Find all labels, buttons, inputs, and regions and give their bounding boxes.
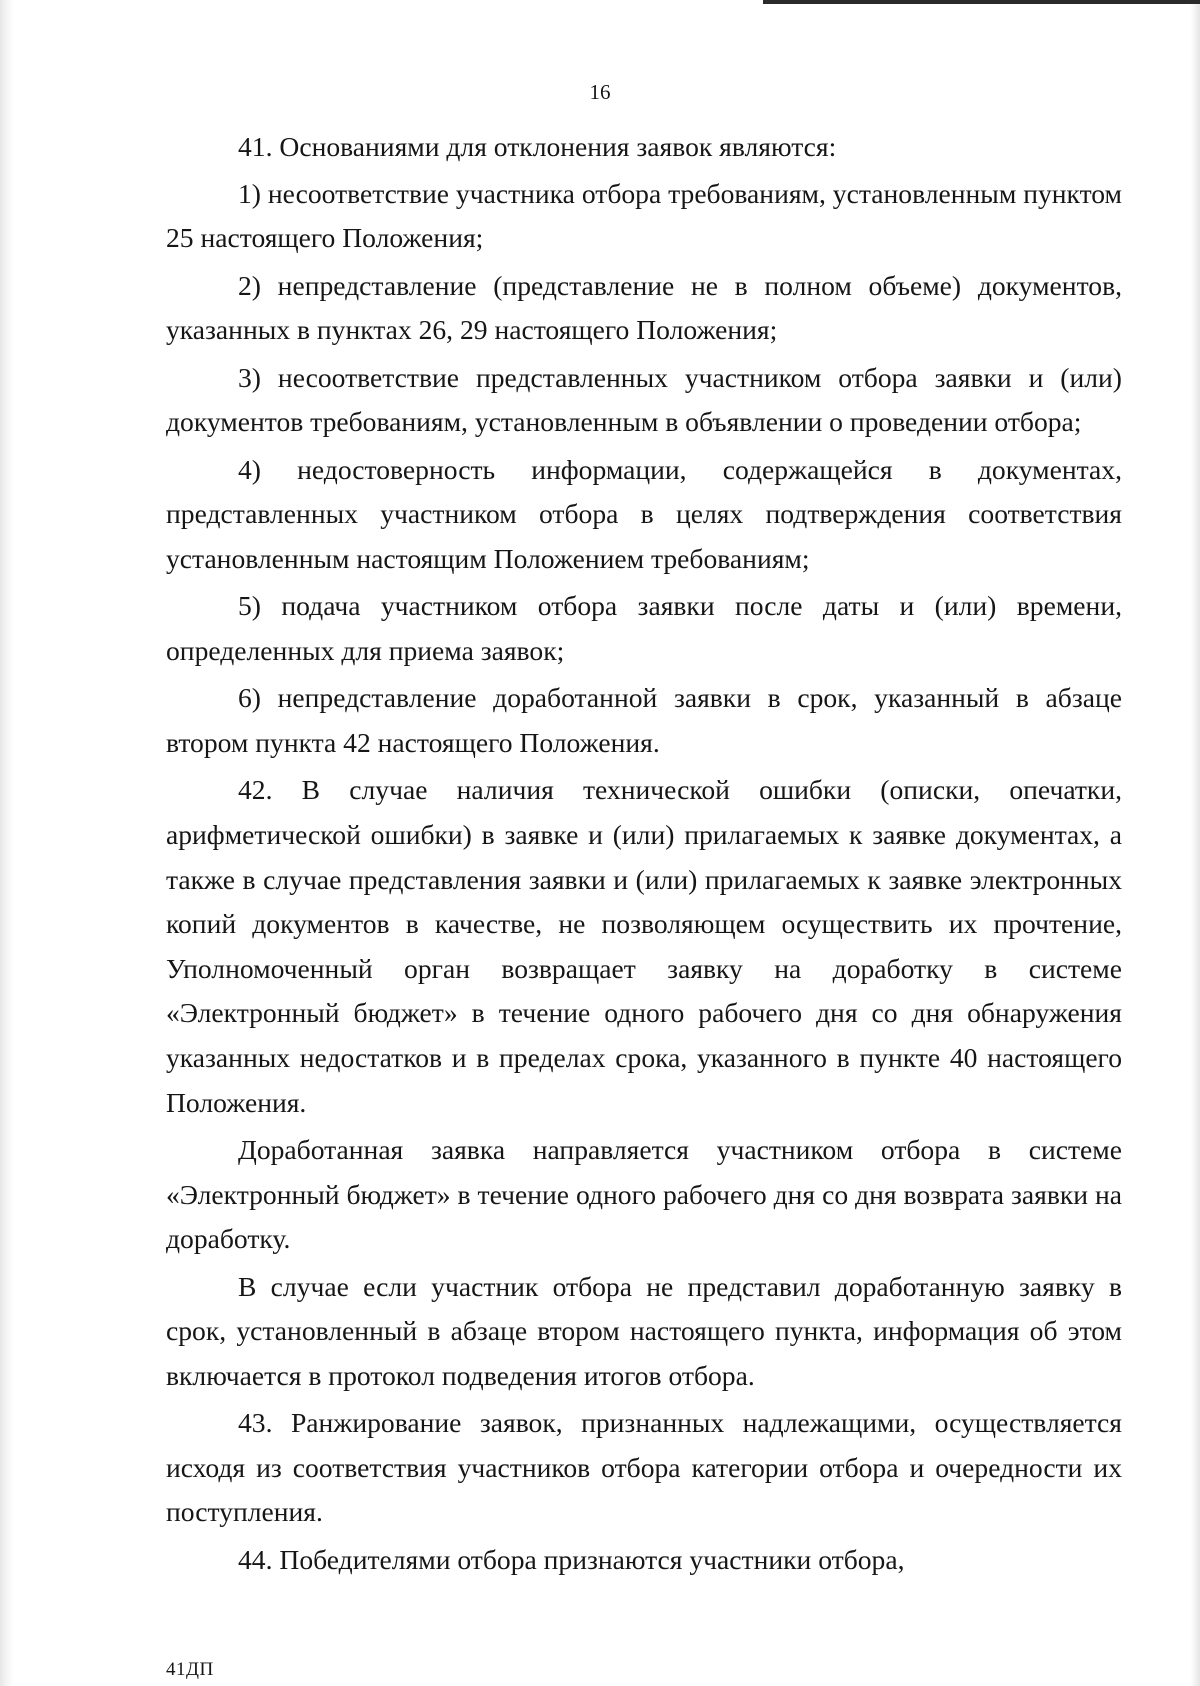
document-body: [166, 125, 1122, 1583]
scan-edge-right: [1190, 0, 1200, 1686]
paragraph-41-item-6: 6) непредставление доработанной заявки в срок, указанный в абзаце втором пункта 42 настоящего Положения.: [166, 682, 1122, 758]
scan-edge-left: [0, 0, 14, 1686]
top-edge-line: [763, 0, 1200, 4]
paragraph-42: 42. В случае наличия технической ошибки (описки, опечатки, арифметической ошибки) в заявке и (или) прилагаемых к заявке документах, а также в случае представления заявки и (или) прилагаемых к заявке электронных копий документов в качестве, не позволяющем осуществить их прочтение, Уполномоченный орган возвращает заявку на доработку в системе «Электронный бюджет» в течение одного рабочего дня со дня обнаружения указанных недостатков и в пределах срока, указанного в пункте 40 настоящего Положения.: [166, 774, 1122, 1118]
paragraph-42-abzac-2: Доработанная заявка направляется участником отбора в системе «Электронный бюджет» в течение одного рабочего дня со дня возврата заявки на доработку.: [166, 1133, 1122, 1255]
paragraph-41-item-4: 4) недостоверность информации, содержащейся в документах, представленных участником отбора в целях подтверждения соответствия установленным настоящим Положением требованиям;: [166, 453, 1122, 575]
paragraph-43: 43. Ранжирование заявок, признанных надлежащими, осуществляется исходя из соответствия участников отбора категории отбора и очередности их поступления.: [166, 1407, 1122, 1528]
paragraph-41-heading: 41. Основаниями для отклонения заявок являются:: [238, 130, 837, 162]
footer-document-code: 41ДП: [166, 1659, 214, 1680]
page-number: 16: [589, 80, 611, 104]
paragraph-41-item-1: 1) несоответствие участника отбора требованиям, установленным пунктом 25 настоящего Положения;: [166, 177, 1122, 254]
paragraph-41-item-5: 5) подача участником отбора заявки после даты и (или) времени, определенных для приема заявок;: [166, 590, 1122, 667]
paragraph-44: 44. Победителями отбора признаются участники отбора,: [238, 1543, 905, 1575]
paragraph-42-abzac-3: В случае если участник отбора не представил доработанную заявку в срок, установленный в абзаце втором настоящего пункта, информация об этом включается в протокол подведения итогов отбора.: [166, 1270, 1122, 1391]
paragraph-41-item-2: 2) непредставление (представление не в полном объеме) документов, указанных в пунктах 26, 29 настоящего Положения;: [166, 269, 1122, 346]
paragraph-41-item-3: 3) несоответствие представленных участником отбора заявки и (или) документов требованиям, установленным в объявлении о проведении отбора;: [166, 361, 1122, 438]
